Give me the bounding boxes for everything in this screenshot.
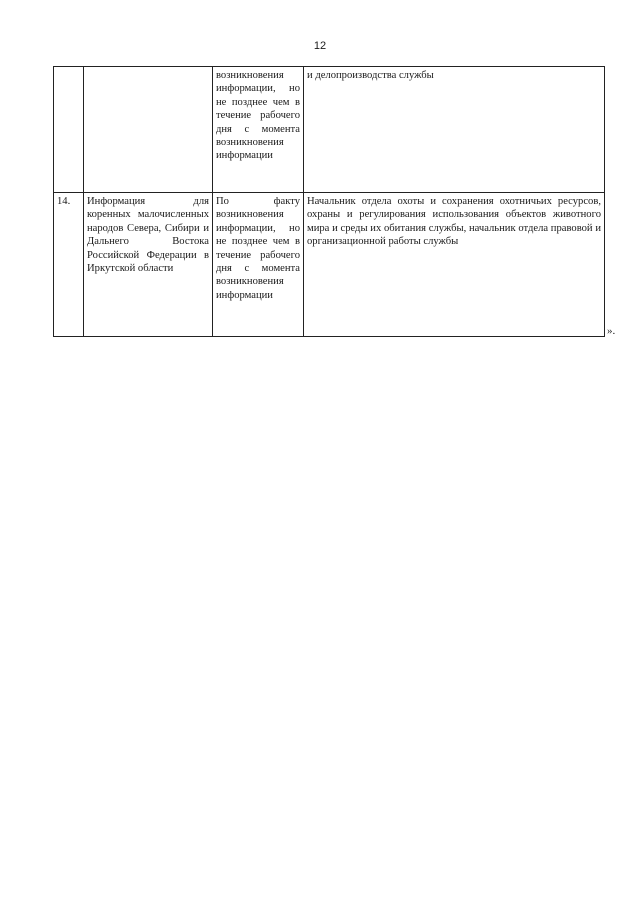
table-row [54, 67, 605, 193]
closing-quote: ». [607, 325, 616, 337]
document-table [53, 66, 605, 337]
deadline-cell: возникновения информации, но не позднее чем в течение рабочего дня с момента возникновения информации [213, 67, 304, 193]
table-row [54, 193, 605, 337]
row-number-cell: 14. [54, 193, 84, 337]
info-type-cell: Информация для коренных малочисленных народов Севера, Сибири и Дальнего Востока Российской Федерации в Иркутской области [84, 193, 213, 337]
info-type-cell [84, 67, 213, 193]
row-number-cell [54, 67, 84, 193]
deadline-cell: По факту возникновения информации, но не позднее чем в течение рабочего дня с момента возникновения информации [213, 193, 304, 337]
page-number: 12 [313, 40, 327, 52]
responsible-cell: Начальник отдела охоты и сохранения охотничьих ресурсов, охраны и регулирования использования объектов животного мира и среды их обитания службы, начальник отдела правовой и организационной работы службы [304, 193, 605, 337]
responsible-cell: и делопроизводства службы [304, 67, 605, 193]
